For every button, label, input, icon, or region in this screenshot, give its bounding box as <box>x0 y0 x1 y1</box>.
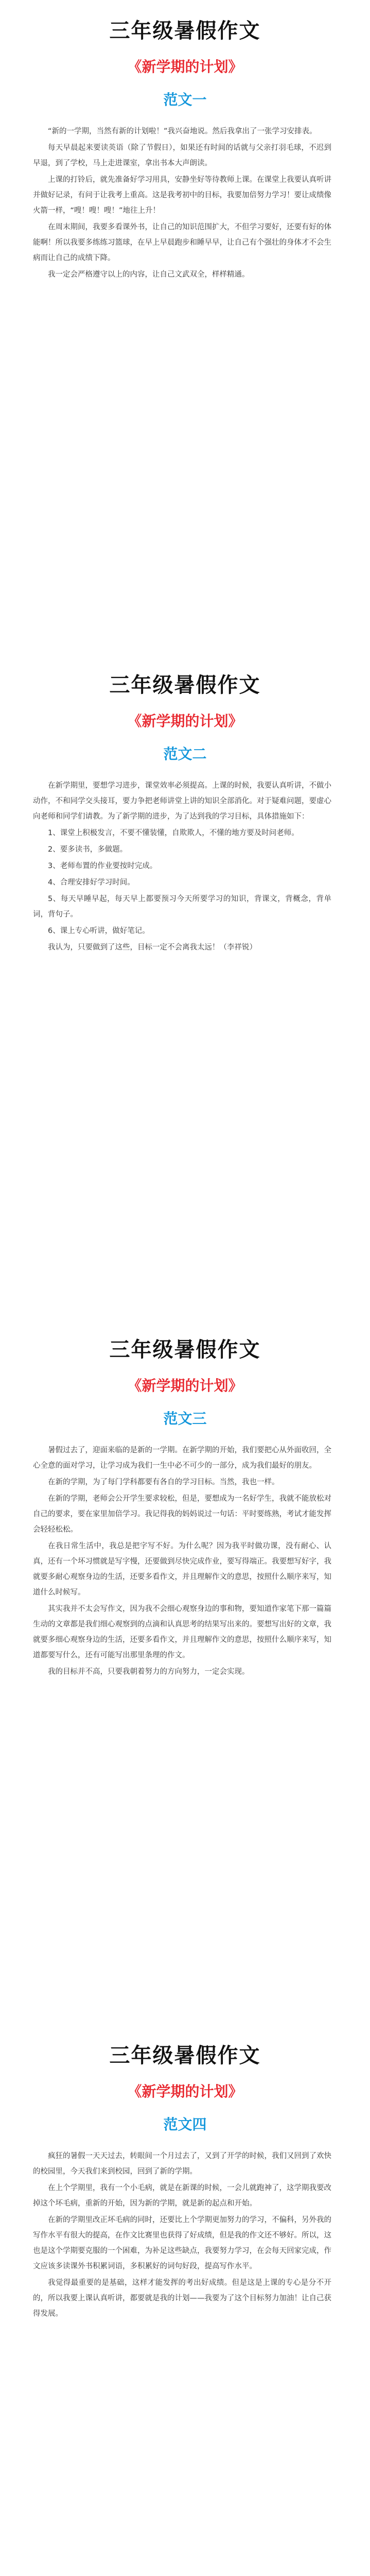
essay-title: 三年级暑假作文 <box>109 19 261 43</box>
paragraph: 在周末期间，我要多看课外书，让自己的知识范围扩大，不但学习要好，还要有好的体能啊！所以我要多练练习篮球，在早上早晨跑步和睡早早，让自己有个强壮的身体才不会生病而让自己的成绩下降。 <box>33 223 331 262</box>
paragraph: 1、课堂上积极发言，不要不懂装懂，自欺欺人，不懂的地方要及时问老师。 <box>48 829 299 837</box>
essay-body <box>33 124 331 283</box>
essay-title: 三年级暑假作文 <box>109 1338 261 1362</box>
paragraph: 上课的打铃后，就先准备好学习用具，安静坐好等待教师上课。在课堂上我要认真听讲并做好记录，有问于让我考上重高。这是我考初中的目标，我要加倍努力学习！要让成绩像火箭一样，“嗖！嗖！嗖！”地往上升！ <box>33 176 331 215</box>
essay-title: 三年级暑假作文 <box>109 2044 261 2067</box>
paragraph: 6、课上专心听讲，做好笔记。 <box>48 927 150 935</box>
essay-body <box>33 778 331 956</box>
paragraph: 我觉得最重要的是基础，这样才能发挥的考出好成绩。但是这是上课的专心是分不开的，所以我要上课认真听讲，都要就是我的计划——我要为了这个目标努力加油！让自己获得发展。 <box>33 2279 331 2318</box>
paragraph: 在新的学期里改正坏毛病的同时，还要比上个学期更加努力的学习，不偏科，另外我的写作水平有很大的提高，在作文比赛里也获得了好成绩，但是我的作文还不够好。所以，这也是这个学期要克服的一个困难，为补足这些缺点，我要努力学习，在会每天回家完成，作文应该多读课外书积累词语，多积累好的词句好段，提高写作水平。 <box>33 2216 331 2270</box>
section-heading: 范文一 <box>163 91 207 108</box>
paragraph: 在我日常生活中，我总是把字写不好。为什么呢？因为我平时做功课，没有耐心、认真，还有一个坏习惯就是写字慢，还要做到尽快完成作业，要写得端正。我要想写好字，我就要多耐心观察身边的生活，还要多看作文，并且理解作文的意思，按照什么顺序来写，知道什么时候写。 <box>33 1542 331 1597</box>
paragraph: 其实我并不太会写作文，因为我不会细心观察身边的事和物，要知道作家笔下那一篇篇生动的文章都是我们细心观察到的点滴和认真思考的结果写出来的。要想写出好的文章，我就要多细心观察身边的生活，还要多看作文，并且理解作文的意思，按照什么顺序来写，知道都要写什么，还有可能写出那里条理的作文。 <box>33 1605 331 1659</box>
paragraph: 5、每天早睡早起，每天早上都要预习今天所要学习的知识，背课文，背概念，背单词，背句子。 <box>33 895 331 919</box>
paragraph: 在新学期里，要想学习进步，课堂效率必须提高。上课的时候，我要认真听讲，不做小动作，不和同学交头接耳，要力争把老师讲堂上讲的知识全部消化。对于疑难问题，要虚心向老师和同学们请教。为了新学期的进步，为了达到我的学习目标，具体措施如下： <box>33 782 331 821</box>
essay-section-1 <box>0 15 370 279</box>
paragraph: “新的一学期，当然有新的计划啦！”我兴奋地说。然后我拿出了一张学习安排表。 <box>48 127 317 135</box>
essay-section-4 <box>0 2040 370 2318</box>
essay-subtitle: 《新学期的计划》 <box>127 713 243 730</box>
essay-body <box>33 1443 331 1681</box>
paragraph: 疯狂的暑假一天天过去，转眼间一个月过去了，又到了开学的时候，我们又回到了欢快的校园里，今天我们来到校园，回到了新的学期。 <box>33 2152 331 2176</box>
section-heading: 范文三 <box>163 1410 207 1427</box>
section-heading: 范文四 <box>163 2116 207 2133</box>
paragraph: 我的目标并不高，只要我朝着努力的方向努力，一定会实现。 <box>48 1668 250 1676</box>
paragraph: 我认为，只要做到了这些，目标一定不会离我太远！（李祥锐） <box>48 943 257 952</box>
paragraph: 暑假过去了，迎面来临的是新的一学期。在新学期的开始，我们要把心从外面收回，全心全意的面对学习，让学习成为我们一生中必不可少的一部分，成为我们最好的朋友。 <box>33 1446 331 1470</box>
essay-subtitle: 《新学期的计划》 <box>127 1377 243 1394</box>
paragraph: 3、老师布置的作业要按时完成。 <box>48 862 157 870</box>
paragraph: 4、合理安排好学习时间。 <box>48 878 135 887</box>
essay-body <box>33 2148 331 2323</box>
paragraph: 在上个学期里，我有一个小毛病，就是在新课的时候，一会儿就跑神了，这学期我要改掉这个坏毛病，重新的开始，因为新的学期，就是新的起点和开始。 <box>33 2184 331 2208</box>
essay-subtitle: 《新学期的计划》 <box>127 2083 243 2100</box>
section-heading: 范文二 <box>163 745 207 762</box>
essay-section-3 <box>0 1334 370 1676</box>
paragraph: 每天早晨起来要读英语（除了节假日），如果还有时间的话就与父亲打羽毛球，不迟到早退，到了学校，马上走进课室，拿出书本大声朗读。 <box>33 144 331 167</box>
paragraph: 2、要多读书，多做题。 <box>48 845 128 854</box>
essay-section-2 <box>0 670 370 952</box>
paragraph: 在新的学期，为了每门学科都要有各自的学习目标。当然，我也一样。 <box>48 1478 279 1486</box>
paragraph: 在新的学期，老师会公开学生要求较松，但是，要想成为一名好学生，我就不能放松对自己的要求，要在家里加倍学习。我记得我的妈妈说过一句话：平时要练熟，考试才能发挥会轻轻松松。 <box>33 1495 331 1534</box>
paragraph: 我一定会严格遵守以上的内容，让自己文武双全，样样精通。 <box>48 270 250 279</box>
essay-subtitle: 《新学期的计划》 <box>127 58 243 75</box>
essay-title: 三年级暑假作文 <box>109 673 261 697</box>
